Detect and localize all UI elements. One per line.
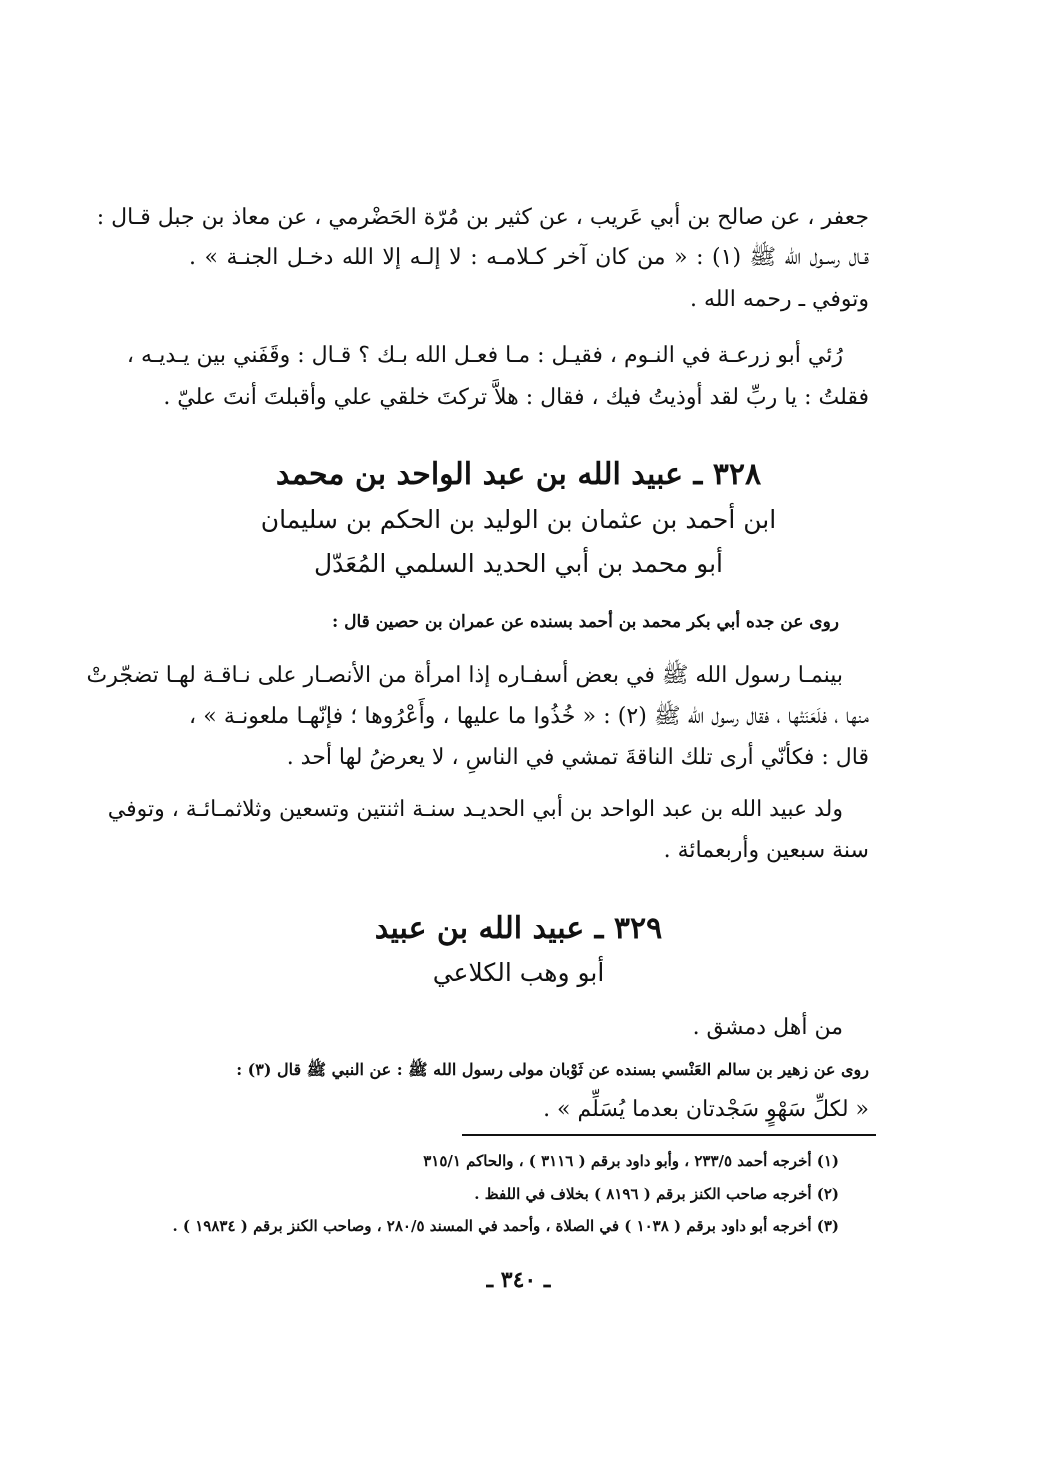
entry-329-origin: من أهل دمشق .: [692, 1015, 843, 1040]
entry-328-hadith-line-1: بينمـا رسول الله ﷺ في بعض أسفـاره إذا امرأة من الأنصـار على نـاقـة لهـا تضجّرتْ: [86, 663, 843, 688]
footnote-separator: [462, 1134, 876, 1136]
entry-328-subtitle-1: ابن أحمد بن عثمان بن الوليد بن الحكم بن سليمان: [260, 505, 777, 534]
entry-328-isnad: روى عن جده أبي بكر محمد بن أحمد بسنده عن عمران بن حصين قال :: [331, 612, 839, 632]
paragraph-1-line-2: قـال رسـول الله ﷺ (١) : « من كان آخر كـلامـه : لا إلـه إلا الله دخـل الجنـة » .: [189, 245, 870, 270]
entry-329-title: ٣٢٩ ـ عبيد الله بن عبيد: [374, 911, 663, 946]
paragraph-2-line-1: رُئي أبو زرعـة في النـوم ، فقيـل : مـا فعـل الله بـك ؟ قـال : وقَفَني بين يـديـه ،: [126, 343, 843, 368]
footnote-1: (١) أخرجه أحمد ٢٣٣/٥ ، وأبو داود برقم ( ٣١١٦ ) ، والحاكم ٣١٥/١: [423, 1152, 839, 1170]
footnote-2: (٢) أخرجه صاحب الكنز برقم ( ٨١٩٦ ) بخلاف في اللفظ .: [474, 1185, 839, 1203]
entry-328-bio-line-2: سنة سبعين وأربعمائة .: [663, 838, 869, 863]
entry-329-hadith: « لكلِّ سَهْوٍ سَجْدتان بعدما يُسَلِّم » .: [543, 1097, 869, 1122]
entry-328-bio-line-1: ولد عبيد الله بن عبد الواحد بن أبي الحديـد سنـة اثنتين وتسعين وثلاثمـائـة ، وتوفي: [107, 797, 843, 822]
footnote-3: (٣) أخرجه أبو داود برقم ( ١٠٣٨ ) في الصلاة ، وأحمد في المسند ٢٨٠/٥ ، وصاحب الكنز برقم ( ١٩٨٣٤ ) .: [172, 1217, 839, 1235]
entry-328-title: ٣٢٨ ـ عبيد الله بن عبد الواحد بن محمد: [275, 457, 762, 492]
entry-328-hadith-line-2: منها ، فلَعَنَتْها ، فقال رسول الله ﷺ (٢) : « خُذُوا ما عليها ، وأَعْرُوها ؛ فإنّهـا ملعونـة » ،: [189, 704, 870, 729]
page-number: ـ ٣٤٠ ـ: [486, 1267, 551, 1293]
paragraph-1-line-3: وتوفي ـ رحمه الله .: [689, 287, 869, 312]
entry-329-isnad: روى عن زهير بن سالم العَنْسي بسنده عن ثَوْبان مولى رسول الله ﷺ : عن النبي ﷺ قال (٣) :: [236, 1060, 869, 1079]
entry-328-subtitle-2: أبو محمد بن أبي الحديد السلمي المُعَدّل: [313, 549, 724, 578]
paragraph-2-line-2: فقلتُ : يا ربِّ لقد أوذيتُ فيك ، فقال : هلاَّ تركتَ خلقي علي وأقبلتَ أنتَ عليّ .: [163, 385, 869, 410]
entry-329-subtitle: أبو وهب الكلاعي: [432, 958, 605, 987]
paragraph-1-line-1: جعفر ، عن صالح بن أبي عَريب ، عن كثير بن مُرّة الحَضْرمي ، عن معاذ بن جبل قـال :: [96, 205, 869, 230]
entry-328-hadith-line-3: قال : فكأنّي أرى تلك الناقةَ تمشي في الناسِ ، لا يعرضُ لها أحد .: [286, 745, 869, 770]
